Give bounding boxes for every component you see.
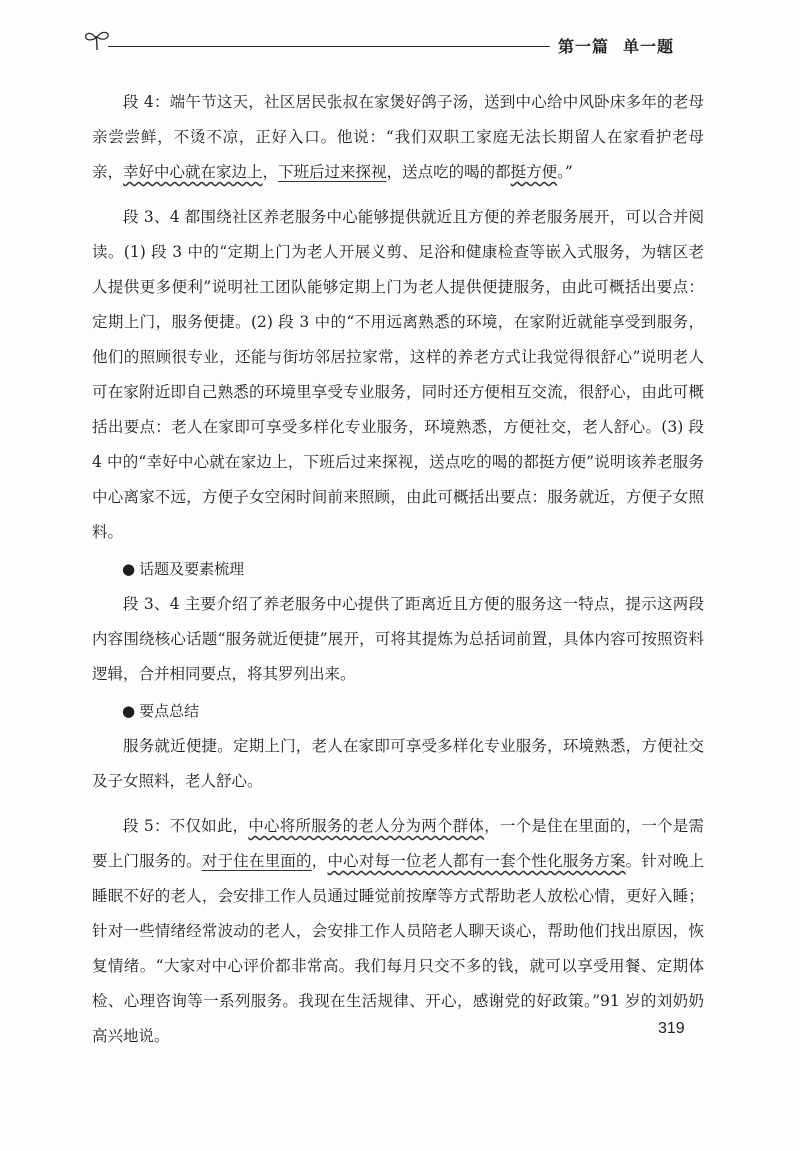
- para4-text-d: 。”: [557, 163, 573, 181]
- topic-paragraph: 段 3、4 主要介绍了养老服务中心提供了距离近且方便的服务这一特点，提示这两段内容围绕核心话题“服务就近便捷”展开，可将其提炼为总括词前置，具体内容可按照资料逻辑，合并相同要点，将其罗列出来。: [92, 595, 704, 683]
- para5-text-b: ，一个是住在里面的，一个是需要上门服务的。: [92, 817, 704, 870]
- topic-heading: [92, 552, 704, 587]
- summary-heading: [92, 694, 704, 729]
- paragraph-5: [92, 809, 704, 1054]
- para5-underline-2: 对于住在里面的: [201, 852, 312, 870]
- para4-underline-3: 挺方便: [510, 163, 558, 181]
- para4-text-b: ，: [262, 163, 279, 181]
- para4-text-c: ，送点吃的喝的都: [386, 163, 511, 181]
- header-title: [544, 34, 674, 57]
- para5-underline-1: 中心将所服务的老人分为两个群体: [248, 817, 485, 835]
- bullet-icon: ●: [122, 702, 136, 720]
- para5-underline-3: 中心对每一位老人都有一套个性化服务方案: [327, 852, 626, 870]
- para5-text-d: 。针对晚上睡眠不好的老人，会安排工作人员通过睡觉前按摩等方式帮助老人放松心情，更好入睡；针对一些情绪经常波动的老人，会安排工作人员陪老人聊天谈心，帮助他们找出原因，恢复情绪。“大家对中心评价都非常高。我们每月只交不多的钱，就可以享受用餐、定期体检、心理咨询等一系列服务。我现在生活规律、开心，感谢党的好政策。”91 岁的刘奶奶高兴地说。: [92, 852, 704, 1045]
- para4-underline-2: 下班后过来探视: [278, 163, 387, 181]
- bullet-icon: ●: [122, 560, 136, 578]
- para5-text-a: 段 5：不仅如此，: [123, 817, 249, 835]
- page-number: 319: [658, 1020, 685, 1037]
- summary-heading-text: 要点总结: [139, 702, 200, 720]
- header-unit: 单一题: [622, 37, 674, 56]
- running-header: [0, 0, 800, 70]
- para4-text-a: 段 4：端午节这天，社区居民张叔在家煲好鸽子汤，送到中心给中风卧床多年的老母亲尝尝鲜，不烫不凉，正好入口。他说：“我们双职工家庭无法长期留人在家看护老母亲，: [92, 93, 704, 181]
- sprout-icon: [82, 28, 112, 52]
- analysis-paragraph: 段 3、4 都围绕社区养老服务中心能够提供就近且方便的养老服务展开，可以合并阅读。(1) 段 3 中的“定期上门为老人开展义剪、足浴和健康检查等嵌入式服务，为辖区老人提供更多便利”说明社工团队能够定期上门为老人提供便捷服务，由此可概括出要点：定期上门，服务便捷。(2) 段 3 中的“不用远离熟悉的环境，在家附近就能享受到服务，他们的照顾很专业，还能与街坊邻居拉家常，这样的养老方式让我觉得很舒心”说明老人可在家附近即自己熟悉的环境里享受专业服务，同时还方便相互交流，很舒心，由此可概括出要点：老人在家即可享受多样化专业服务，环境熟悉，方便社交，老人舒心。(3) 段 4 中的“幸好中心就在家边上，下班后过来探视，送点吃的喝的都挺方便”说明该养老服务中心离家不远，方便子女空闲时间前来照顾，由此可概括出要点：服务就近，方便子女照料。: [92, 208, 704, 541]
- header-rule: [108, 46, 550, 47]
- summary-paragraph: 服务就近便捷。定期上门，老人在家即可享受多样化专业服务，环境熟悉，方便社交及子女照料，老人舒心。: [92, 737, 704, 790]
- topic-heading-text: 话题及要素梳理: [139, 560, 245, 578]
- para5-text-c: ，: [311, 852, 328, 870]
- para4-underline-1: 幸好中心就在家边上: [123, 163, 263, 181]
- paragraph-4: [92, 85, 704, 190]
- header-part: 第一篇: [557, 37, 609, 56]
- page-content: [92, 85, 704, 1054]
